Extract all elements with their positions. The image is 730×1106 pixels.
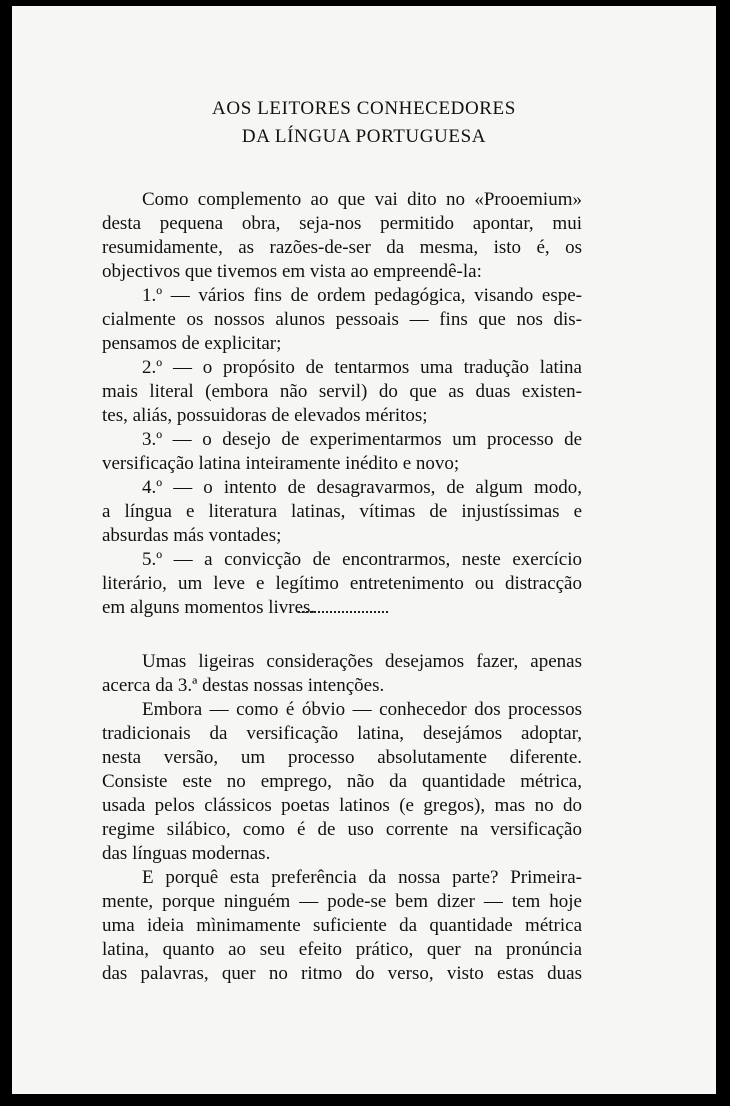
dotted-separator xyxy=(298,611,388,613)
text-line: mente, porque ninguém — pode-se bem dizer — tem hoje xyxy=(102,891,582,912)
text-line: nesta versão, um processo absolutamente diferente. xyxy=(102,747,582,768)
text-line: mais literal (embora não servil) do que as duas existen- xyxy=(102,381,582,402)
text-line: objectivos que tivemos em vista ao empreendê-la: xyxy=(102,261,482,282)
text-line: 5.º — a convicção de encontrarmos, neste exercício xyxy=(142,549,582,570)
text-line: cialmente os nossos alunos pessoais — fins que nos dis- xyxy=(102,309,582,330)
text-line: uma ideia mìnimamente suficiente da quantidade métrica xyxy=(102,915,582,936)
text-line: a língua e literatura latinas, vítimas de injustíssimas e xyxy=(102,501,582,522)
text-line: 1.º — vários fins de ordem pedagógica, visando espe- xyxy=(142,285,582,306)
text-line: versificação latina inteiramente inédito e novo; xyxy=(102,453,460,474)
text-line: E porquê esta preferência da nossa parte? Primeira- xyxy=(142,867,582,888)
text-line: absurdas más vontades; xyxy=(102,525,282,546)
text-line: pensamos de explicitar; xyxy=(102,333,282,354)
text-line: tradicionais da versificação latina, desejámos adoptar, xyxy=(102,723,582,744)
document-page xyxy=(12,6,716,1094)
text-line: 4.º — o intento de desagravarmos, de algum modo, xyxy=(142,477,582,498)
text-line: Embora — como é óbvio — conhecedor dos processos xyxy=(142,699,582,720)
text-line: 2.º — o propósito de tentarmos uma tradução latina xyxy=(142,357,582,378)
text-line: literário, um leve e legítimo entretenimento ou distracção xyxy=(102,573,582,594)
text-line: regime silábico, como é de uso corrente na versificação xyxy=(102,819,582,840)
text-line: latina, quanto ao seu efeito prático, quer na pronúncia xyxy=(102,939,582,960)
title-line-2: DA LÍNGUA PORTUGUESA xyxy=(241,126,487,147)
text-line: das palavras, quer no ritmo do verso, visto estas duas xyxy=(102,963,582,984)
text-line: tes, aliás, possuidoras de elevados méritos; xyxy=(102,405,428,426)
text-line: 3.º — o desejo de experimentarmos um processo de xyxy=(142,429,582,450)
considerations-text-block xyxy=(102,650,582,986)
title-line-1: AOS LEITORES CONHECEDORES xyxy=(212,98,516,119)
text-line: usada pelos clássicos poetas latinos (e gregos), mas no do xyxy=(102,795,582,816)
text-line: acerca da 3.ª destas nossas intenções. xyxy=(102,675,385,696)
text-line: Como complemento ao que vai dito no «Prooemium» xyxy=(142,189,582,210)
text-line: em alguns momentos livres. xyxy=(102,597,316,618)
text-line: resumidamente, as razões-de-ser da mesma, isto é, os xyxy=(102,237,582,258)
text-line: desta pequena obra, seja-nos permitido apontar, mui xyxy=(102,213,582,234)
text-line: das línguas modernas. xyxy=(102,843,271,864)
text-line: Consiste este no emprego, não da quantidade métrica, xyxy=(102,771,582,792)
intro-text-block xyxy=(102,188,582,620)
text-line: Umas ligeiras considerações desejamos fazer, apenas xyxy=(142,651,582,672)
